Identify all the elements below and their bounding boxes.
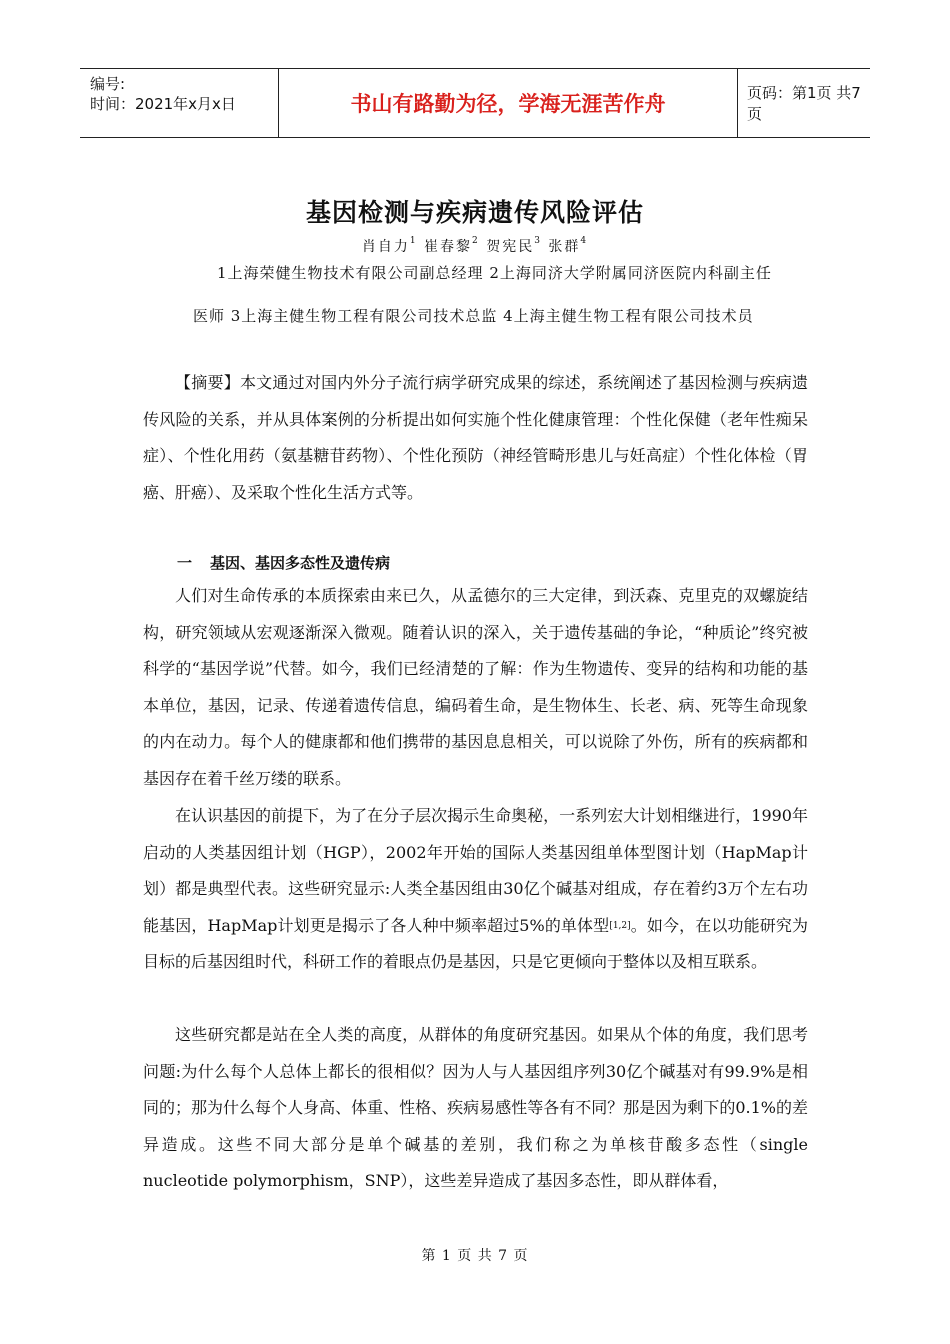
section-number: 一 <box>177 554 193 572</box>
paragraph-3: 这些研究都是站在全人类的高度，从群体的角度研究基因。如果从个体的角度，我们思考问题:为什么每个人总体上都长的很相似？因为人与人基因组序列30亿个碱基对有99.9%是相同的；那为什么每个人身高、体重、性格、疾病易感性等各有不同？那是因为剩下的0.1%的差异造成。这些不同大部分是单个碱基的差别，我们称之为单核苷酸多态性（single nucleotide polymorphism，SNP），这些差异造成了基因多态性，即从群体看， <box>143 1025 808 1190</box>
paragraph-2 <box>143 798 808 981</box>
author-name: 肖自力 <box>361 239 410 255</box>
author-name: 崔春黎 <box>424 239 473 255</box>
time-label: 时间：2021年x月x日 <box>90 95 236 113</box>
section-title: 基因、基因多态性及遗传病 <box>210 554 391 572</box>
section-heading <box>177 552 390 573</box>
paragraph-2-text-end: 。如今，在以功能研究为目标的后基因组时代，科研工作的着眼点仍是基因，只是它更倾向于整体以及相互联系。 <box>143 915 808 971</box>
affiliation-line-2: 医师 3上海主健生物工程有限公司技术总监 4上海主健生物工程有限公司技术员 <box>193 307 754 325</box>
author-name: 张群 <box>548 239 581 255</box>
header-meta-cell <box>80 69 278 137</box>
paragraph-1: 人们对生命传承的本质探索由来已久，从孟德尔的三大定律，到沃森、克里克的双螺旋结构，研究领域从宏观逐渐深入微观。随着认识的深入，关于遗传基础的争论，“种质论”终究被科学的“基因学说”代替。如今，我们已经清楚的了解：作为生物遗传、变异的结构和功能的基本单位，基因，记录、传递着遗传信息，编码着生命，是生物体生、长老、病、死等生命现象的内在动力。每个人的健康都和他们携带的基因息息相关，可以说除了外伤，所有的疾病都和基因存在着千丝万缕的联系。 <box>143 586 808 788</box>
document-header <box>80 68 870 138</box>
author-sup: 4 <box>580 236 589 246</box>
author-name: 贺宪民 <box>486 239 535 255</box>
page-footer: 第 1 页 共 7 页 <box>421 1248 529 1264</box>
author-list <box>0 236 950 256</box>
author-sup: 3 <box>534 236 542 246</box>
motto: 书山有路勤为径，学海无涯苦作舟 <box>278 69 738 137</box>
affiliation-line-1: 1上海荣健生物技术有限公司副总经理 2上海同济大学附属同济医院内科副主任 <box>217 264 772 282</box>
abstract: 【摘要】本文通过对国内外分子流行病学研究成果的综述，系统阐述了基因检测与疾病遗传风险的关系，并从具体案例的分析提出如何实施个性化健康管理：个性化保健（老年性痴呆症）、个性化用药（氨基糖苷药物）、个性化预防（神经管畸形患儿与妊高症）个性化体检（胃癌、肝癌）、及采取个性化生活方式等。 <box>143 373 808 502</box>
citation-ref: [1,2] <box>609 920 631 931</box>
paragraph-2-text: 在认识基因的前提下，为了在分子层次揭示生命奥秘，一系列宏大计划相继进行，1990年启动的人类基因组计划（HGP），2002年开始的国际人类基因组单体型图计划（HapMap计划）都是典型代表。这些研究显示:人类全基因组由30亿个碱基对组成，存在着约3万个左右功能基因，HapMap计划更是揭示了各人种中频率超过5%的单体型 <box>143 806 808 935</box>
number-label: 编号: <box>90 75 126 93</box>
document-title: 基因检测与疾病遗传风险评估 <box>305 198 644 227</box>
author-sup: 1 <box>409 236 418 246</box>
author-sup: 2 <box>472 236 480 246</box>
page-info: 页码：第1页 共7页 <box>747 84 861 123</box>
